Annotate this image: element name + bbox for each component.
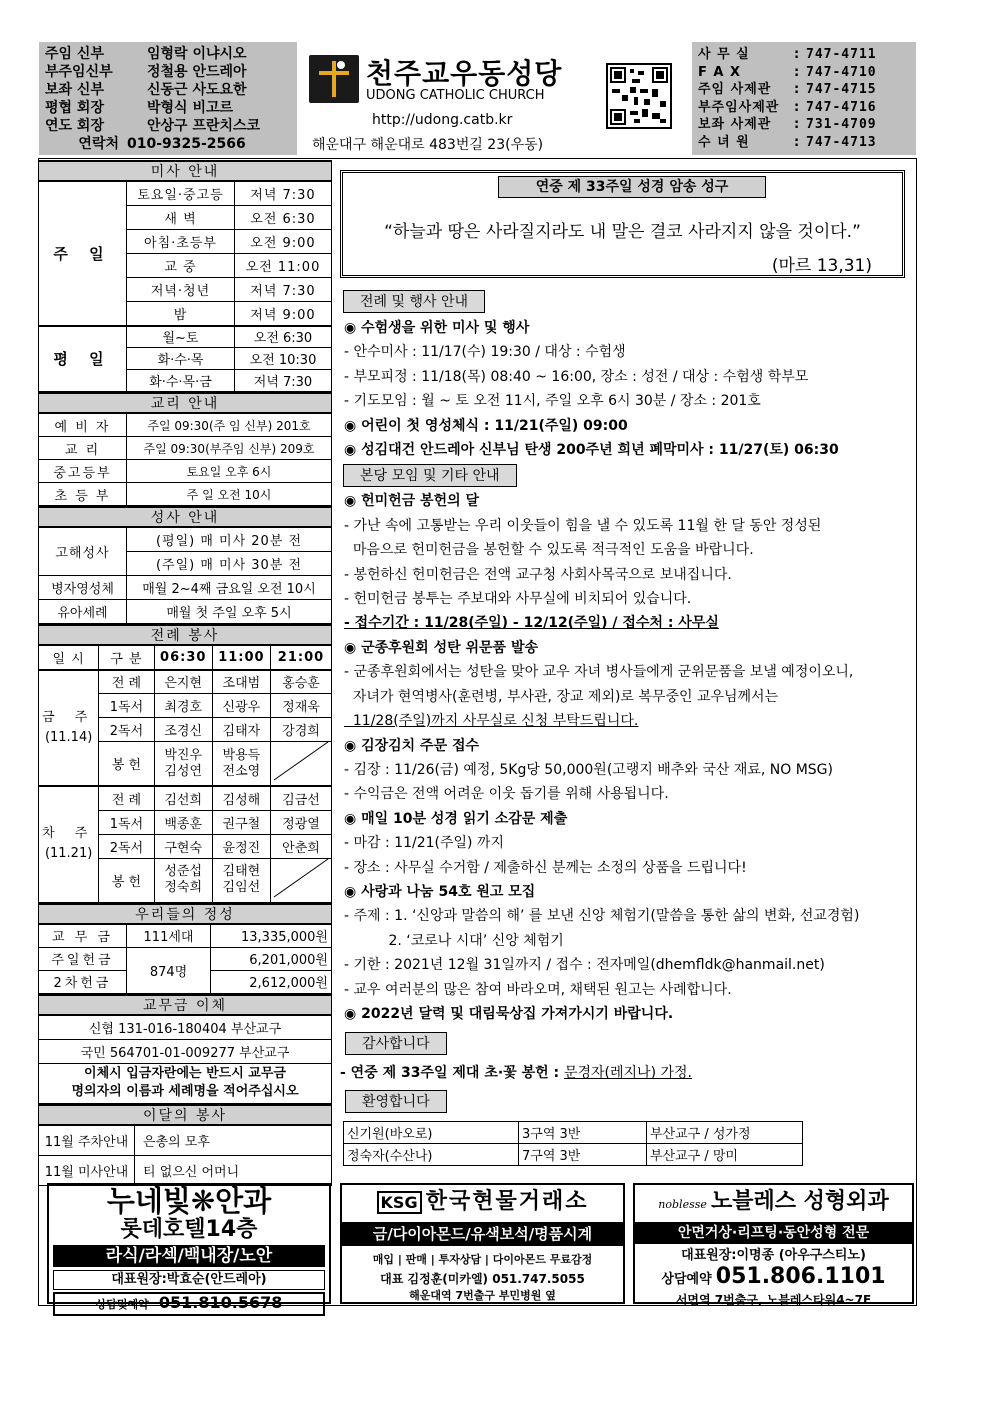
- contact-label: 보좌 사제관: [698, 117, 772, 133]
- liturgy-server: [270, 834, 331, 858]
- liturgy-server: [154, 786, 212, 810]
- transfer-note-2: 명의자의 이름과 세례명을 적어주십시오: [71, 1084, 299, 1099]
- ad3-services: 안면거상·리프팅·동안성형 전문: [635, 1222, 912, 1244]
- notice-line: ◉ 사랑과 나눔 54호 원고 모집: [344, 883, 536, 900]
- left-column: [38, 160, 332, 1186]
- welcome-title: 환영합니다: [345, 1090, 447, 1113]
- server-name: 성준섭: [164, 864, 203, 879]
- server-name: 김성해: [222, 792, 261, 808]
- staff-role: 연락처: [78, 136, 119, 152]
- transfer-table: [38, 1015, 332, 1104]
- catechism-name: 예 비 자: [39, 414, 127, 437]
- sacrament-title: 성사 안내: [38, 506, 332, 527]
- liturgy-role: 봉 헌: [99, 858, 154, 902]
- server-name: 김성연: [164, 763, 203, 779]
- catechism-name: 교 리: [39, 437, 127, 460]
- ad2-header: [342, 1185, 623, 1222]
- server-name: 윤정진: [222, 840, 261, 856]
- mass-time: 오전 9:00: [235, 230, 332, 254]
- ad3-phone-label: 상담예약: [661, 1272, 712, 1287]
- contact-label: 수 녀 원: [698, 134, 750, 150]
- week-date: (11.14): [44, 729, 93, 745]
- account-2: 국민 564701-01-009277 부산교구: [39, 1039, 332, 1063]
- server-name: 정재욱: [282, 700, 320, 715]
- mass-time: 저녁 7:30: [235, 370, 332, 392]
- qr-code-icon: [606, 63, 672, 129]
- offering-name: 주일헌금: [39, 947, 127, 970]
- ad3-loc: 서면역 7번출구, 노블레스타워4~7F: [675, 1293, 872, 1307]
- notice-line: ◉ 매일 10분 성경 읽기 소감문 제출: [344, 810, 568, 827]
- liturgy-head: 11:00: [212, 646, 270, 670]
- contact-value[interactable]: 747-4716: [806, 99, 877, 115]
- server-name: 권구철: [222, 816, 261, 832]
- contact-row: [698, 116, 910, 134]
- contact-row: [698, 64, 910, 82]
- staff-name: 010-9325-2566: [127, 136, 246, 152]
- server-name: 홍승훈: [282, 676, 320, 692]
- church-name-en: UDONG CATHOLIC CHURCH: [366, 88, 545, 103]
- catechism-value: 주일 09:30(부주임 신부) 209호: [127, 437, 332, 460]
- catechism-name: 초 등 부: [39, 483, 127, 506]
- staff-name: 임형락 이냐시오: [147, 46, 247, 62]
- notice-line: - 봉헌하신 헌미헌금은 전액 교구청 사회사목국으로 보내집니다.: [344, 566, 732, 583]
- offering-name: 교 무 금: [39, 924, 127, 947]
- verse-ref: (마르 13,31): [771, 256, 872, 276]
- notice-line: - 기한 : 2021년 12월 31일까지 / 접수 : 전자메일(dhemfldk@hanmail.net): [344, 957, 825, 974]
- contact-label: 부주임사제관: [698, 99, 780, 115]
- staff-name: 신동근 사도요한: [147, 82, 247, 98]
- ad3-name: 노블레스 성형외과: [711, 1189, 889, 1214]
- empty-slash: [274, 859, 328, 897]
- staff-name: 안상구 프란치스코: [147, 118, 261, 134]
- church-address: 해운대구 해운대로 483번길 23(우동): [312, 137, 544, 153]
- liturgy-server: [154, 694, 212, 718]
- monthly-value: 은총의 모후: [135, 1125, 332, 1155]
- welcome-cell: 7구역 3반: [519, 1143, 647, 1165]
- staff-row: [45, 45, 291, 63]
- notice-line: ◉ 헌미헌금 봉헌의 달: [344, 493, 480, 510]
- cross-icon: [309, 55, 359, 103]
- contact-row: [698, 46, 910, 64]
- mass-name: 화·수·목: [127, 348, 235, 370]
- mass-time: 저녁 7:30: [235, 182, 332, 206]
- confession-label: 고해성사: [39, 528, 127, 576]
- ad3-phone[interactable]: 051.806.1101: [715, 1264, 886, 1289]
- ad2-rep: 대표 김정훈(미카엘) 051.747.5055: [380, 1272, 585, 1286]
- empty-slash: [274, 742, 328, 780]
- contact-sep: :: [794, 64, 800, 80]
- contact-sep: :: [794, 117, 800, 133]
- liturgy-head: 일 시: [39, 646, 99, 670]
- notice-line: - 부모피정 : 11/18(목) 08:40 ~ 16:00, 장소 : 성전 / 대상 : 수험생 학부모: [344, 368, 809, 385]
- ad1-phone-label: 상담및예약: [95, 1298, 149, 1311]
- server-name: 정광열: [282, 816, 320, 832]
- contact-row: [698, 134, 910, 152]
- liturgy-server: [212, 786, 270, 810]
- liturgy-head: 구 분: [99, 646, 154, 670]
- notice-line: - 주제 : 1. ‘신앙과 말씀의 해’ 를 보낸 신앙 체험기(말씀을 통한 삶의 변화, 선교경험): [344, 908, 860, 925]
- notice-line: - 마감 : 11/21(주일) 까지: [344, 835, 504, 852]
- server-name: 박용득: [222, 747, 261, 763]
- offering-table: [38, 924, 332, 994]
- liturgy-server: [154, 858, 212, 902]
- contact-value[interactable]: 747-4713: [806, 134, 877, 150]
- server-name: 조대범: [222, 676, 261, 692]
- notice-line: ◉ 성김대건 안드레아 신부님 탄생 200주년 희년 폐막미사 : 11/27(토) 06:30: [344, 442, 839, 459]
- mass-time: 저녁 7:30: [235, 278, 332, 302]
- liturgy-server: [154, 670, 212, 694]
- mass-time: 오전 6:30: [235, 206, 332, 230]
- mass-name: 화·수·목·금: [127, 370, 235, 392]
- church-logo: [309, 55, 359, 103]
- offering-count: 874명: [127, 947, 211, 993]
- thanks-text: - 연중 제 33주일 제대 초·꽃 봉헌 :: [340, 1065, 564, 1082]
- liturgy-server: [212, 810, 270, 834]
- notice-line: 자녀가 현역병사(훈련병, 부사관, 장교 제외)로 복무중인 교우님께서는: [344, 688, 779, 705]
- ad3-phone-box: [635, 1265, 912, 1292]
- liturgy-server: [212, 858, 270, 902]
- liturgy-server: [270, 718, 331, 742]
- church-url[interactable]: http://udong.catb.kr: [372, 112, 513, 128]
- church-name: 천주교우동성당: [366, 57, 563, 90]
- offering-amount: 2,612,000원: [211, 970, 332, 993]
- contact-row: [698, 99, 910, 117]
- offering-count: 111세대: [127, 924, 211, 947]
- liturgy-server: [212, 834, 270, 858]
- ad3-director: 대표원장:이명종 (아우구스티노): [681, 1248, 866, 1263]
- staff-row: [45, 81, 291, 99]
- offering-amount: 13,335,000원: [211, 924, 332, 947]
- welcome-cell: 3구역 3반: [519, 1121, 647, 1143]
- thanks-line: [340, 1061, 910, 1085]
- mass-title: 미사 안내: [38, 160, 332, 181]
- staff-role: 보좌 신부: [45, 82, 104, 98]
- ad-nunebit[interactable]: [47, 1183, 331, 1312]
- liturgy-server: [270, 742, 331, 787]
- week-date: (11.21): [44, 846, 93, 862]
- server-name: 박진우: [164, 747, 203, 763]
- ad2-items: 금/다이아몬드/유색보석/명품시계: [342, 1222, 623, 1246]
- server-name: 김금선: [282, 792, 320, 808]
- sacrament-name: 병자영성체: [39, 576, 127, 600]
- notice-line: ◉ 군종후원회 성탄 위문품 발송: [344, 639, 538, 656]
- verse-title: 연중 제 33주일 성경 암송 성구: [498, 176, 766, 198]
- notice-line: - 교우 여러분의 많은 참여 바라오며, 채택된 원고는 사례합니다.: [344, 981, 732, 998]
- notice-line: 마음으로 헌미헌금을 봉헌할 수 있도록 적극적인 도움을 바랍니다.: [344, 542, 754, 559]
- server-name: 김태자: [222, 724, 261, 739]
- server-name: 백종훈: [164, 816, 203, 832]
- liturgy-server: [212, 694, 270, 718]
- contact-label: F A X: [698, 64, 742, 80]
- ad2-name: 한국현물거래소: [425, 1189, 589, 1214]
- sunday-label: 주 일: [39, 182, 127, 326]
- catechism-value: 주일 09:30(주 임 신부) 201호: [127, 414, 332, 437]
- ad1-director: 대표원장:박효순(안드레아): [53, 1270, 325, 1290]
- staff-row: [45, 135, 291, 153]
- liturgy-server: [270, 786, 331, 810]
- server-name: 김임선: [222, 880, 261, 895]
- contact-value[interactable]: 747-4710: [806, 64, 877, 80]
- ad1-services: 라식/라섹/백내장/노안: [53, 1245, 325, 1267]
- liturgy-server: [154, 742, 212, 787]
- server-name: 최경호: [164, 700, 203, 715]
- contact-row: [698, 81, 910, 99]
- server-name: 안춘희: [282, 840, 320, 856]
- monthly-value: 티 없으신 어머니: [135, 1155, 332, 1185]
- catechism-table: [38, 413, 332, 506]
- ad1-name: 누네빛❋안과: [106, 1184, 272, 1218]
- server-name: 전소영: [222, 763, 261, 779]
- monthly-table: [38, 1125, 332, 1186]
- liturgy-server: [270, 810, 331, 834]
- liturgy-server: [270, 858, 331, 902]
- liturgy-server: [154, 834, 212, 858]
- liturgy-role: 봉 헌: [99, 742, 154, 787]
- ad3-header: [635, 1185, 912, 1222]
- server-name: 김태현: [222, 864, 261, 879]
- mass-name: 월~토: [127, 326, 235, 348]
- welcome-table: [343, 1121, 803, 1166]
- staff-role: 평협 회장: [45, 100, 104, 116]
- notice-line: ◉ 어린이 첫 영성체식 : 11/21(주일) 09:00: [344, 417, 628, 434]
- notice-line: ◉ 김장김치 주문 접수: [344, 737, 480, 754]
- mass-name: 토요일·중고등: [127, 182, 235, 206]
- contact-value[interactable]: 731-4709: [806, 117, 877, 133]
- thanks-title: 감사합니다: [345, 1032, 447, 1055]
- monthly-title: 이달의 봉사: [38, 1104, 332, 1125]
- monthly-name: 11월 미사안내: [39, 1155, 135, 1185]
- catechism-name: 중고등부: [39, 460, 127, 483]
- liturgy-role: 2독서: [99, 834, 154, 858]
- contact-sep: :: [794, 134, 800, 150]
- offering-amount: 6,201,000원: [211, 947, 332, 970]
- liturgy-role: 2독서: [99, 718, 154, 742]
- ad-noblesse[interactable]: [633, 1183, 914, 1307]
- liturgy-server: [270, 694, 331, 718]
- notice-line: - 기도모임 : 월 ~ 토 오전 11시, 주일 오후 6시 30분 / 장소 : 201호: [344, 393, 761, 410]
- contact-label: 주임 사제관: [698, 82, 772, 98]
- welcome-cell: 정숙자(수산나): [344, 1143, 519, 1165]
- week-name: 금 주: [42, 709, 96, 725]
- mass-time: 오전 11:00: [235, 254, 332, 278]
- liturgy-server: [212, 718, 270, 742]
- catechism-title: 교리 안내: [38, 392, 332, 413]
- staff-role: 부주임신부: [45, 64, 113, 80]
- liturgy-server: [212, 742, 270, 787]
- ad3-logo: noblesse: [658, 1198, 707, 1211]
- server-name: 조경신: [164, 724, 203, 739]
- liturgy-week-label: [39, 670, 99, 787]
- catechism-value: 주 일 오전 10시: [127, 483, 332, 506]
- contact-value[interactable]: 747-4715: [806, 82, 877, 98]
- mass-name: 저녁·청년: [127, 278, 235, 302]
- mass-time: 오전 10:30: [235, 348, 332, 370]
- notice-line: 2. ‘코로나 시대’ 신앙 체험기: [344, 932, 564, 949]
- contacts-box: [692, 42, 916, 155]
- mass-name: 아침·초등부: [127, 230, 235, 254]
- staff-role: 주임 신부: [45, 46, 104, 62]
- contact-sep: :: [794, 47, 800, 62]
- catechism-value: 토요일 오후 6시: [127, 460, 332, 483]
- contact-sep: :: [794, 82, 800, 98]
- mass-time: 오전 6:30: [235, 326, 332, 348]
- staff-row: [45, 63, 291, 81]
- welcome-cell: 부산교구 / 성가정: [647, 1121, 803, 1143]
- ad2-services: 매입 | 판매 | 투자상담 | 다이아몬드 무료감정: [372, 1253, 593, 1266]
- contact-label: 사 무 실: [698, 47, 750, 62]
- staff-role: 연도 회장: [45, 118, 104, 134]
- thanks-name: 문경자(레지나) 가정.: [563, 1065, 692, 1082]
- offering-title: 우리들의 정성: [38, 903, 332, 924]
- server-name: 구현숙: [164, 840, 203, 856]
- ad1-sub: 롯데호텔14층: [120, 1217, 258, 1242]
- liturgy-role: 1독서: [99, 810, 154, 834]
- offering-name: 2차헌금: [39, 970, 127, 993]
- notice-line: - 수익금은 전액 어려운 이웃 돕기를 위해 사용됩니다.: [344, 786, 669, 803]
- confession-time: (주일) 매 미사 30분 전: [127, 552, 332, 576]
- weekday-label: 평 일: [39, 326, 127, 392]
- welcome-cell: 신기원(바오로): [344, 1121, 519, 1143]
- liturgy-notice-title: 전례 및 행사 안내: [343, 290, 485, 313]
- ad1-phone-box: [53, 1292, 325, 1316]
- staff-box: [39, 42, 297, 155]
- monthly-name: 11월 주차안내: [39, 1125, 135, 1155]
- liturgy-server: [270, 670, 331, 694]
- server-name: 은지현: [164, 676, 203, 692]
- notice-line: - 군종후원회에서는 성탄을 맞아 교우 자녀 병사들에게 군위문품을 보낼 예정이오니,: [344, 664, 854, 681]
- transfer-note-1: 이체시 입금자란에는 반드시 교무금: [84, 1066, 286, 1081]
- sacrament-name: 유아세례: [39, 600, 127, 624]
- ad1-phone[interactable]: 051.810.5678: [158, 1293, 283, 1312]
- sacrament-value: 매월 첫 주일 오후 5시: [127, 600, 332, 624]
- verse-text: “하늘과 땅은 사라질지라도 내 말은 결코 사라지지 않을 것이다.”: [384, 222, 861, 242]
- notice-line: - 김장 : 11/26(금) 예정, 5Kg당 50,000원(고랭지 배추와 국산 재료, NO MSG): [344, 761, 833, 778]
- contact-value[interactable]: 747-4711: [806, 47, 877, 62]
- notice-line: - 접수기간 : 11/28(주일) - 12/12(주일) / 접수처 : 사무실: [344, 615, 719, 632]
- mass-name: 새 벽: [127, 206, 235, 230]
- liturgy-head: 21:00: [270, 646, 331, 670]
- contact-sep: :: [794, 99, 800, 115]
- staff-row: [45, 99, 291, 117]
- welcome-cell: 부산교구 / 망미: [647, 1143, 803, 1165]
- liturgy-head: 06:30: [154, 646, 212, 670]
- transfer-title: 교무금 이체: [38, 994, 332, 1015]
- notice-line: - 장소 : 사무실 수거함 / 제출하신 분께는 소정의 상품을 드립니다!: [344, 859, 747, 876]
- liturgy-role: 1독서: [99, 694, 154, 718]
- staff-name: 정철용 안드레아: [147, 64, 247, 80]
- confession-time: (평일) 매 미사 20분 전: [127, 528, 332, 552]
- liturgy-role: 전 례: [99, 670, 154, 694]
- liturgy-table: [38, 645, 332, 903]
- meeting-notice-title: 본당 모임 및 기타 안내: [343, 464, 517, 487]
- sacrament-value: 매월 2~4째 금요일 오전 10시: [127, 576, 332, 600]
- notice-line: ◉ 2022년 달력 및 대림묵상집 가져가시기 바랍니다.: [344, 1005, 674, 1022]
- notice-line: 11/28(주일)까지 사무실로 신청 부탁드립니다.: [344, 713, 639, 730]
- week-name: 차 주: [42, 826, 96, 842]
- mass-table: [38, 181, 332, 392]
- staff-row: [45, 117, 291, 135]
- liturgy-server: [154, 718, 212, 742]
- server-name: 강경희: [282, 724, 320, 739]
- mass-time: 저녁 9:00: [235, 302, 332, 326]
- mass-name: 교 중: [127, 254, 235, 278]
- liturgy-role: 전 례: [99, 786, 154, 810]
- ad2-logo: KSG: [377, 1191, 422, 1214]
- notice-line: - 헌미헌금 봉투는 주보대와 사무실에 비치되어 있습니다.: [344, 591, 692, 608]
- liturgy-server: [212, 670, 270, 694]
- liturgy-title: 전례 봉사: [38, 624, 332, 645]
- sacrament-table: [38, 527, 332, 624]
- liturgy-week-label: [39, 786, 99, 902]
- ad-ksg[interactable]: [340, 1183, 625, 1304]
- account-1: 신협 131-016-180404 부산교구: [39, 1015, 332, 1039]
- ad2-loc: 해운대역 7번출구 부민병원 옆: [409, 1289, 556, 1302]
- notices: [340, 290, 910, 1166]
- server-name: 김선희: [164, 792, 203, 808]
- notice-line: - 안수미사 : 11/17(수) 19:30 / 대상 : 수험생: [344, 344, 626, 361]
- server-name: 정숙희: [164, 880, 203, 895]
- mass-name: 밤: [127, 302, 235, 326]
- notice-line: - 가난 속에 고통받는 우리 이웃들이 힘을 낼 수 있도록 11월 한 달 동안 정성된: [344, 517, 822, 534]
- staff-name: 박형식 비고르: [147, 100, 234, 116]
- server-name: 신광우: [222, 700, 261, 715]
- verse-box: [340, 170, 905, 278]
- notice-line: ◉ 수험생을 위한 미사 및 행사: [344, 320, 530, 336]
- liturgy-server: [154, 810, 212, 834]
